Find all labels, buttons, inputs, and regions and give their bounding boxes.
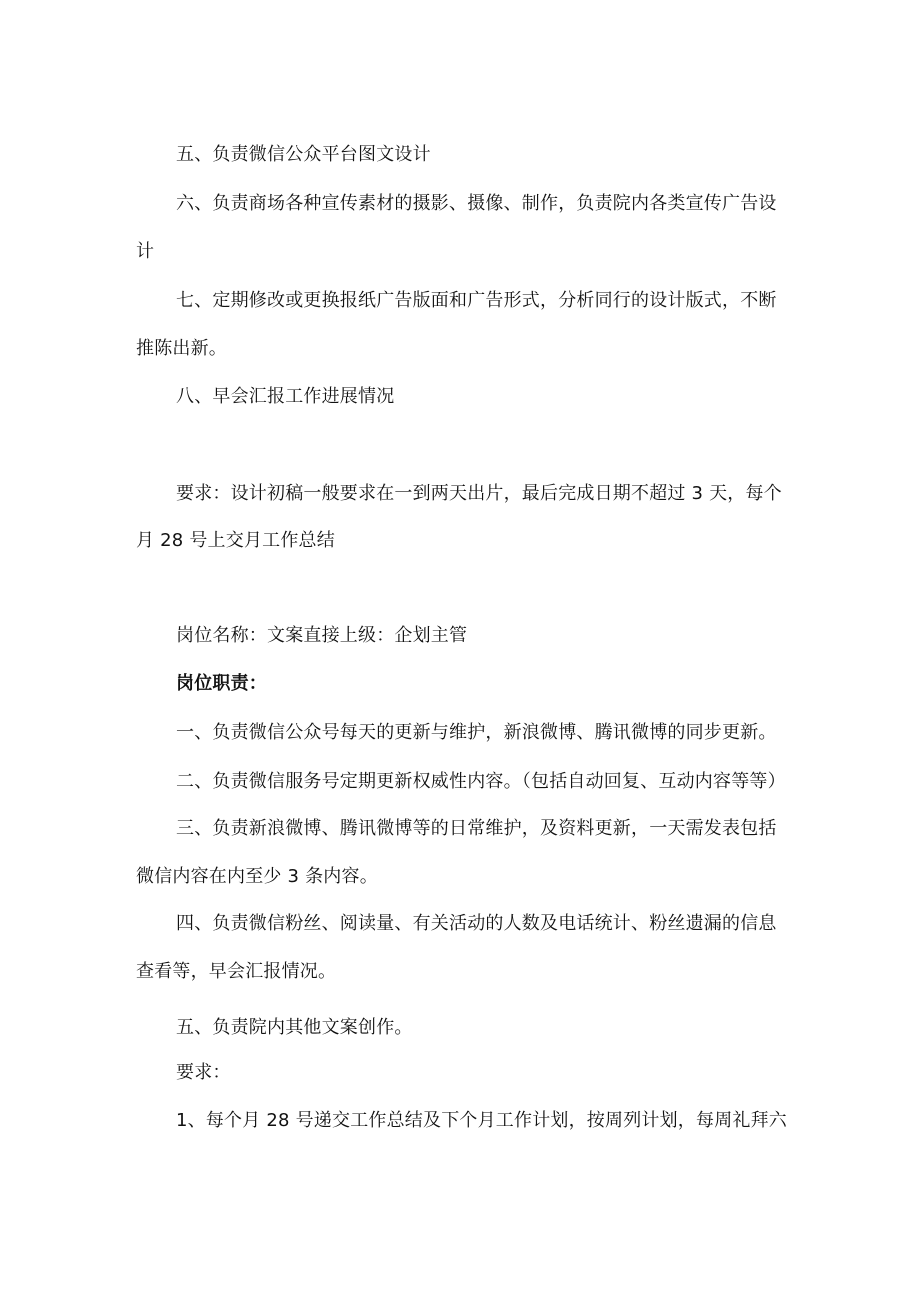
duty-2: 二、负责微信服务号定期更新权威性内容。（包括自动回复、互动内容等等） xyxy=(176,771,786,792)
duties-heading: 岗位职责： xyxy=(176,673,267,694)
paragraph-item-7-line1: 七、定期修改或更换报纸广告版面和广告形式，分析同行的设计版式，不断 xyxy=(176,290,777,311)
position-title: 岗位名称：文案直接上级：企划主管 xyxy=(176,625,468,646)
paragraph-item-6-line1: 六、负责商场各种宣传素材的摄影、摄像、制作，负责院内各类宣传广告设 xyxy=(176,193,777,214)
requirement-heading: 要求： xyxy=(176,1062,231,1083)
duty-3-line2: 微信内容在内至少 3 条内容。 xyxy=(136,866,378,887)
requirement-line2: 月 28 号上交月工作总结 xyxy=(136,530,335,551)
duty-4-line2: 查看等，早会汇报情况。 xyxy=(136,961,337,982)
paragraph-item-5: 五、负责微信公众平台图文设计 xyxy=(176,144,431,165)
paragraph-item-7-line2: 推陈出新。 xyxy=(136,338,227,359)
requirement-line1: 要求：设计初稿一般要求在一到两天出片，最后完成日期不超过 3 天，每个 xyxy=(176,483,782,504)
paragraph-item-8: 八、早会汇报工作进展情况 xyxy=(176,386,395,407)
paragraph-item-6-line2: 计 xyxy=(136,241,155,262)
duty-3-line1: 三、负责新浪微博、腾讯微博等的日常维护，及资料更新，一天需发表包括 xyxy=(176,818,777,839)
duty-4-line1: 四、负责微信粉丝、阅读量、有关活动的人数及电话统计、粉丝遗漏的信息 xyxy=(176,913,777,934)
duty-1: 一、负责微信公众号每天的更新与维护，新浪微博、腾讯微博的同步更新。 xyxy=(176,722,777,743)
duty-5: 五、负责院内其他文案创作。 xyxy=(176,1017,413,1038)
requirement-item-1: 1、每个月 28 号递交工作总结及下个月工作计划，按周列计划，每周礼拜六 xyxy=(176,1110,787,1131)
